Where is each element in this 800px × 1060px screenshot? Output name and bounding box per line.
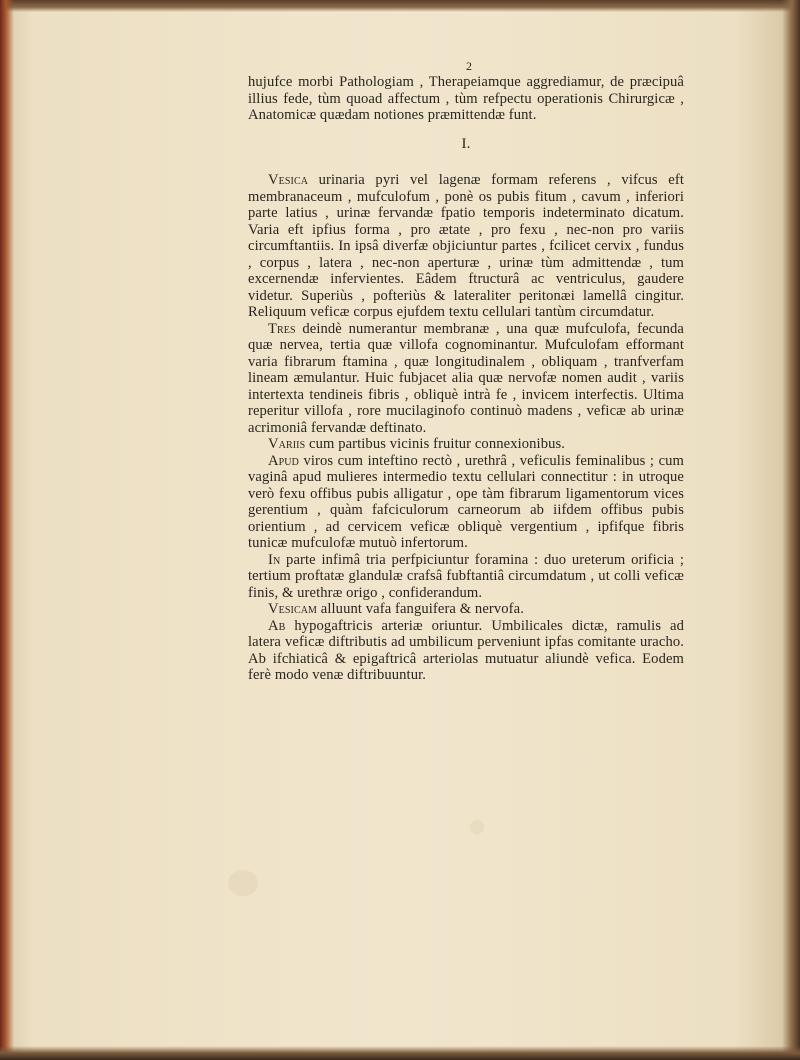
section-number: I.: [461, 135, 471, 152]
paragraph-text: cum partibus vicinis fruitur connexionibus.: [305, 436, 566, 452]
paragraph: [248, 321, 684, 437]
text-column: [248, 60, 684, 684]
paper-stain: [470, 820, 484, 834]
paragraph-text: viros cum inteftino rectò , urethrâ , veficulis feminalibus ; cum vaginâ apud mulieres intermedio textu cellulari connectitur : in utroque verò fexu offibus pubis alligatur , ope tàm fibrarum ligamentorum vices gerentium , quàm fafciculorum carneorum ab iifdem offibus pubis orientium , ad cervicem veficæ obliquè vergentium , ipfifque fibris tunicæ mufculofæ mutuò infertorum.: [248, 452, 684, 551]
paper-stain: [228, 870, 258, 896]
paragraph-lead-word: Tres: [268, 320, 296, 337]
paragraph: [248, 601, 684, 618]
paragraph-text: alluunt vafa fanguifera & nervofa.: [317, 601, 524, 617]
paragraph: [248, 172, 684, 321]
paragraph: [248, 618, 684, 684]
paragraph-text: urinaria pyri vel lagenæ formam referens , vifcus eft membranaceum , mufculofum , ponè os pubis fitum , cavum , inferiori parte latius , urinæ fervandæ fpatio temporis indeterminato dicatum. Varia eft ipfius forma , pro ætate , pro fexu , nec-non pro variis circumftantiis. In ipsâ diverfæ objiciuntur partes , fcilicet cervix , fundus , corpus , latera , nec-non aperturæ , urinæ tùm admittendæ , tum excernendæ infervientes. Eâdem ftructurâ ac ventriculus, gaudere videtur. Superiùs , pofteriùs & lateraliter peritonæi lamellâ cingitur. Reliquum veficæ corpus ejufdem textu cellulari tantùm circumdatur.: [248, 172, 684, 320]
page-right-edge: [782, 0, 800, 1060]
paragraph: [248, 436, 684, 453]
paragraph-lead-word: Vesica: [268, 172, 309, 188]
book-binding-edge: [0, 0, 14, 1060]
paragraph-lead-word: Vesicam: [268, 601, 318, 617]
intro-paragraph: hujufce morbi Pathologiam , Therapeiamque aggrediamur, de præcipuâ illius fede, tùm quoad affectum , tùm refpectu operationis Chirurgicæ , Anatomicæ quædam notiones præmittendæ funt.: [248, 74, 684, 123]
paragraph-lead-word: Ab: [268, 617, 286, 634]
paragraph: [248, 552, 684, 602]
paragraph-text: parte infimâ tria perfpiciuntur foramina : duo ureterum orificia ; tertium proftatæ glandulæ crafsâ fubftantiâ circumdatum , ut colli veficæ finis, & urethræ origo , confiderandum.: [248, 551, 684, 601]
paragraph-lead-word: In: [268, 551, 281, 568]
paragraph-lead-word: Variis: [268, 436, 306, 452]
paragraph: [248, 453, 684, 552]
paragraph-lead-word: Apud: [268, 452, 299, 469]
paragraph-text: deindè numerantur membranæ , una quæ mufculofa, fecunda quæ nervea, tertia quæ villofa cognominantur. Mufculofam efformant varia fibrarum ftamina , quæ longitudinalem , obliquam , tranfverfam lineam æmulantur. Huic fubjacet alia quæ nervofæ nomen audit , variis intertexta tendineis fibris , obliquè intrà fe , invicem interfectis. Ultima reperitur villofa , rore mucilaginofo continuò madens , veficæ ab urinæ acrimoniâ fervandæ deftinato.: [248, 320, 684, 436]
page-bottom-edge: [0, 1046, 800, 1060]
page-top-edge: [0, 0, 800, 12]
paragraph-text: hypogaftricis arteriæ oriuntur. Umbilicales dictæ, ramulis ad latera veficæ diftributis ad umbilicum perveniunt ipfas comitante uracho. Ab ifchiaticâ & epigaftricâ arteriolas mutuatur aliundè vefica. Eodem ferè modo venæ diftribuuntur.: [248, 617, 684, 683]
page-number: 2: [465, 59, 473, 73]
